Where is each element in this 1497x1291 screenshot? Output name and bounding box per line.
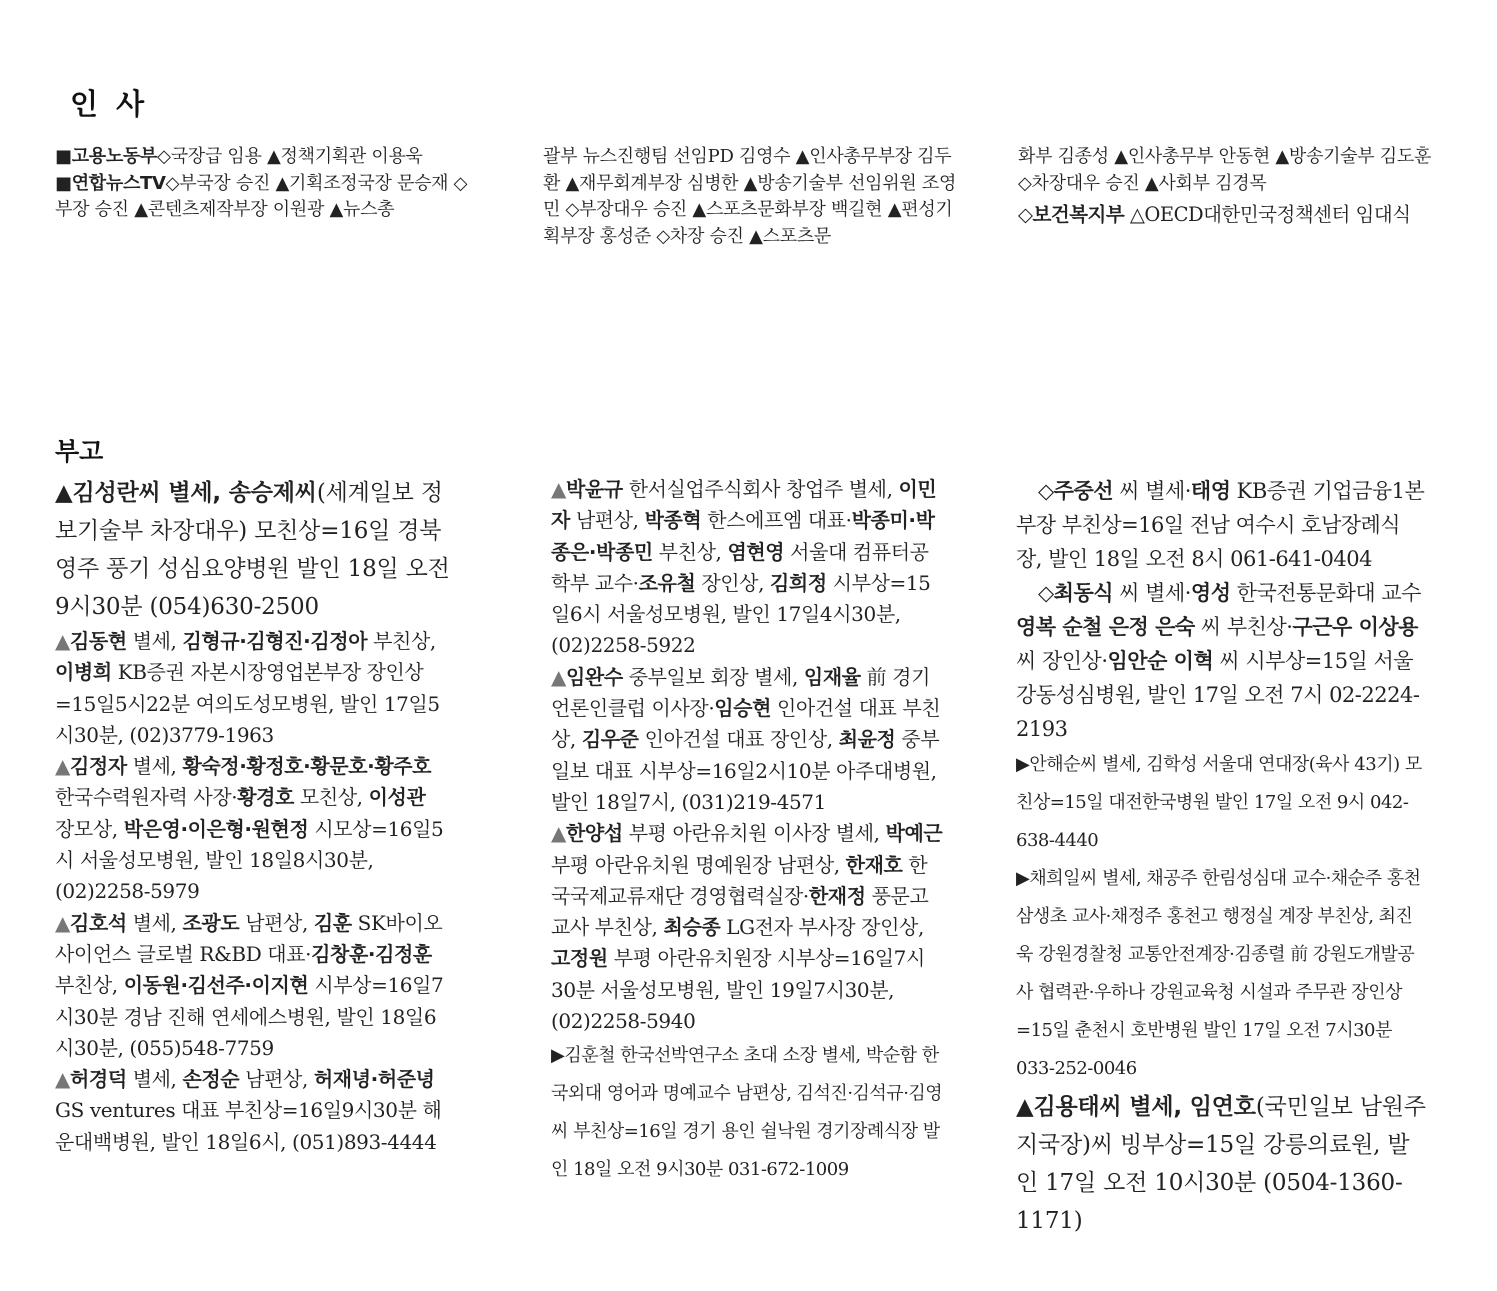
body-text: 부평 아란유치원 명예원장 남편상,	[551, 852, 846, 877]
triangle-bullet: ▲	[55, 1067, 70, 1092]
personnel-paragraph	[55, 144, 475, 224]
name-text: 이민자	[551, 477, 937, 533]
name-text: 구근우 이상용	[1292, 615, 1418, 639]
body-text: 한서실업주식회사 창업주 별세,	[622, 477, 899, 501]
name-text: 허경덕	[69, 1067, 127, 1092]
name-text: ▲김성란씨 별세, 송승제씨	[55, 480, 317, 506]
body-text: 부친상,	[55, 973, 124, 998]
body-text: 부친상,	[652, 539, 728, 564]
name-text: 김정자	[69, 754, 127, 779]
body-text: ◇부국장 승진 ▲기획조정국장 문승재 ◇부장 승진 ▲콘텐츠제작부장 이원광 ▲뉴스총	[55, 172, 468, 220]
body-text: (세계일보 정보기술부 차장대우) 모친상=16일 경북 영주 풍기 성심요양병원 발인 18일 오전 9시30분 (054)630-2500	[55, 480, 450, 620]
body-text: 별세,	[126, 754, 183, 779]
name-text: 한재정	[808, 883, 866, 908]
body-text: 괄부 뉴스진행팀 선임PD 김영수 ▲인사총무부장 김두환 ▲재무회계부장 심병한 ▲방송기술부 선임위원 조영민 ◇부장대우 승진 ▲스포츠문화부장 백길현 ▲편성기획부장 홍성준 ◇차장 승진 ▲스포츠문	[543, 146, 957, 247]
name-text: 조광도	[182, 910, 240, 935]
obituary-entry	[55, 474, 450, 626]
name-text: 김호석	[69, 910, 127, 935]
name-text: 김형규·김형진·김정아	[182, 629, 368, 653]
triangle-bullet: ▲	[55, 754, 70, 779]
triangle-bullet: ▲	[551, 664, 566, 689]
body-text: 시부상=15일6시 서울성모병원, 발인 17일4시30분, (02)2258-5922	[551, 570, 931, 658]
body-text: 남편상,	[239, 910, 314, 935]
name-text: 조유철	[638, 570, 696, 595]
body-text: ▶김훈철 한국선박연구소 초대 소장 별세, 박순함 한국외대 영어과 명예교수 남편상, 김석진·김석규·김영씨 부친상=16일 경기 용인 쉴낙원 경기장례식장 발인 18일 오전 9시30분 031-672-1009	[551, 1045, 943, 1181]
name-text: 박은영·이은형·원현정	[123, 816, 309, 841]
name-text: 영복 순철 은정 은숙	[1016, 615, 1195, 639]
body-text: 씨 시부상=15일 서울 강동성심병원, 발인 17일 오전 7시 02-2224-2193	[1016, 649, 1420, 741]
name-text: ■고용노동부	[55, 146, 158, 167]
name-text: 김희정	[770, 570, 827, 595]
obituary-entry	[1016, 860, 1426, 1088]
body-text: 시모상=16일5시 서울성모병원, 발인 18일8시30분, (02)2258-5979	[55, 816, 444, 904]
body-text: KB증권 기업금융1본부장 부친상=16일 전남 여수시 호남장례식장, 발인 18일 오전 8시 061-641-0404	[1016, 479, 1425, 571]
obituary-entry	[1016, 1088, 1426, 1240]
obituary-entry	[55, 751, 450, 907]
obituary-entry	[1016, 576, 1426, 746]
personnel-column-3	[1018, 144, 1448, 230]
name-text: 임승현	[714, 696, 772, 721]
body-text: 장인상,	[695, 570, 771, 595]
name-text: ▲김용태씨 별세, 임연호	[1016, 1094, 1256, 1120]
name-text: 이병희	[55, 660, 112, 685]
body-text: (국민일보 남원주지국장)씨 빙부상=15일 강릉의료원, 발인 17일 오전 10시30분 (0504-1360-1171)	[1016, 1094, 1426, 1234]
body-text: 씨 장인상·	[1016, 649, 1108, 673]
body-text: 시부상=16일7시30분 경남 진해 연세에스병원, 발인 18일6시30분, (055)548-7759	[55, 973, 444, 1060]
name-text: 주중선	[1053, 479, 1114, 503]
personnel-paragraph	[1018, 144, 1448, 197]
body-text: 부평 아란유치원 이사장 별세,	[622, 821, 886, 846]
obituary-entry	[551, 662, 946, 818]
name-text: 이동원·김선주·이지현	[123, 973, 309, 998]
obituary-column-2	[551, 474, 946, 1189]
body-text: 서울대 컴퓨터공학부 교수·	[551, 539, 929, 595]
obituary-entry	[1016, 746, 1426, 860]
name-text: 고정원	[551, 946, 608, 971]
name-text: 황경호	[237, 785, 294, 810]
body-text: 한국수력원자력 사장·	[55, 785, 238, 810]
obituary-entry	[1016, 474, 1426, 576]
name-text: 임안순 이혁	[1107, 649, 1214, 673]
triangle-bullet: ▲	[55, 910, 70, 935]
name-text: 손정순	[182, 1067, 240, 1092]
personnel-column-1	[55, 144, 475, 224]
obituary-entry	[551, 1037, 946, 1189]
body-text: ◇국장급 임용 ▲정책기획관 이용욱	[157, 146, 423, 167]
body-text: 모친상,	[293, 785, 369, 810]
personnel-extra-entry	[1018, 200, 1448, 230]
name-text: 이성관	[368, 785, 426, 810]
name-text: 김우준	[581, 727, 639, 752]
body-text: 인아건설 대표 장인상,	[638, 727, 839, 752]
name-text: ◇보건복지부	[1018, 203, 1125, 226]
obituary-entry	[55, 1064, 450, 1158]
body-text: 씨 부친상·	[1194, 615, 1293, 639]
personnel-section-title: 인 사	[70, 87, 149, 121]
body-text: ◇	[1038, 581, 1054, 605]
body-text: 중부일보 회장 별세,	[622, 664, 804, 689]
name-text: 김훈	[313, 910, 352, 935]
obituary-column-1	[55, 474, 450, 1158]
body-text: 화부 김종성 ▲인사총무부 안동현 ▲방송기술부 김도훈 ◇차장대우 승진 ▲사회부 김경목	[1018, 146, 1432, 194]
body-text: 부평 아란유치원장 시부상=16일7시30분 서울성모병원, 발인 19일7시30분, (02)2258-5940	[551, 946, 925, 1034]
name-text: 김창훈·김정훈	[311, 941, 432, 966]
triangle-bullet: ▲	[551, 477, 566, 501]
name-text: 허재녕·허준녕	[313, 1067, 435, 1092]
name-text: 임재율	[803, 664, 861, 689]
name-text: 한양섭	[565, 821, 623, 846]
body-text: 남편상,	[569, 508, 645, 533]
name-text: ■연합뉴스TV	[55, 172, 166, 194]
body-text: 인아건설 대표 부친상,	[551, 696, 941, 752]
name-text: 염현영	[727, 539, 785, 564]
obituary-entry	[551, 818, 946, 1037]
body-text: GS ventures 대표 부친상=16일9시30분 해운대백병원, 발인 18일6시, (051)893-4444	[55, 1098, 442, 1154]
name-text: 최동식	[1053, 581, 1114, 605]
name-text: 임완수	[565, 664, 623, 689]
name-text: 최승종	[663, 915, 721, 940]
body-text: 씨 별세·	[1113, 581, 1191, 605]
name-text: 태영	[1190, 479, 1231, 503]
body-text: 장모상,	[55, 816, 124, 841]
triangle-bullet: ▲	[551, 821, 566, 846]
body-text: 한국국제교류재단 경영협력실장·	[551, 852, 928, 908]
name-text: 박종미·박종은·박종민	[551, 508, 935, 564]
triangle-bullet: ▲	[55, 629, 70, 653]
name-text: 최윤정	[838, 727, 896, 752]
obituary-column-3	[1016, 474, 1426, 1240]
body-text: KB증권 자본시장영업본부장 장인상=15일5시22분 여의도성모병원, 발인 17일5시30분, (02)3779-1963	[55, 660, 440, 747]
body-text: 씨 별세·	[1113, 479, 1191, 503]
body-text: 前 경기언론인클럽 이사장·	[551, 664, 931, 721]
obituary-entry	[55, 626, 450, 751]
body-text: 별세,	[126, 910, 183, 935]
name-text: 김동현	[69, 629, 127, 653]
body-text: 별세,	[126, 629, 183, 653]
body-text: 남편상,	[239, 1067, 314, 1092]
obituary-entry	[55, 908, 450, 1064]
name-text: 박종혁	[644, 508, 702, 533]
obituary-section-title: 부고	[55, 437, 104, 466]
body-text: ▶채희일씨 별세, 채공주 한림성심대 교수·채순주 홍천 삼생초 교사·채정주 홍천고 행정실 계장 부친상, 최진욱 강원경찰청 교통안전계장·김종렬 前 강원도개발공사 협력관·우하나 강원교육청 시설과 주무관 장인상=15일 춘천시 호반병원 발인 17일 오전 7시30분 033-252-0046	[1016, 868, 1421, 1079]
obituary-entry	[551, 474, 946, 662]
body-text: ▶안해순씨 별세, 김학성 서울대 연대장(육사 43기) 모친상=15일 대전한국병원 발인 17일 오전 9시 042-638-4440	[1016, 754, 1422, 851]
body-text: LG전자 부사장 장인상,	[720, 915, 924, 940]
name-text: 황숙정·황정호·황문호·황주호	[182, 754, 432, 779]
body-text: 풍문고 교사 부친상,	[551, 883, 929, 940]
personnel-column-2	[543, 144, 963, 250]
body-text: 부친상,	[367, 629, 436, 653]
body-text: 중부일보 대표 시부상=16일2시10분 아주대병원, 발인 18일7시, (031)219-4571	[551, 727, 940, 814]
name-text: 박윤규	[565, 477, 623, 501]
body-text: 한국전통문화대 교수	[1230, 581, 1421, 605]
body-text: 별세,	[126, 1067, 183, 1092]
name-text: 박예근	[885, 821, 943, 846]
name-text: 영성	[1190, 581, 1231, 605]
body-text: SK바이오사이언스 글로벌 R&BD 대표·	[55, 910, 443, 966]
name-text: 한재호	[845, 852, 903, 877]
personnel-paragraph	[543, 144, 963, 250]
body-text: 한스에프엠 대표·	[701, 508, 852, 533]
body-text: △OECD대한민국정책센터 임대식	[1124, 203, 1411, 226]
body-text: ◇	[1038, 479, 1054, 503]
